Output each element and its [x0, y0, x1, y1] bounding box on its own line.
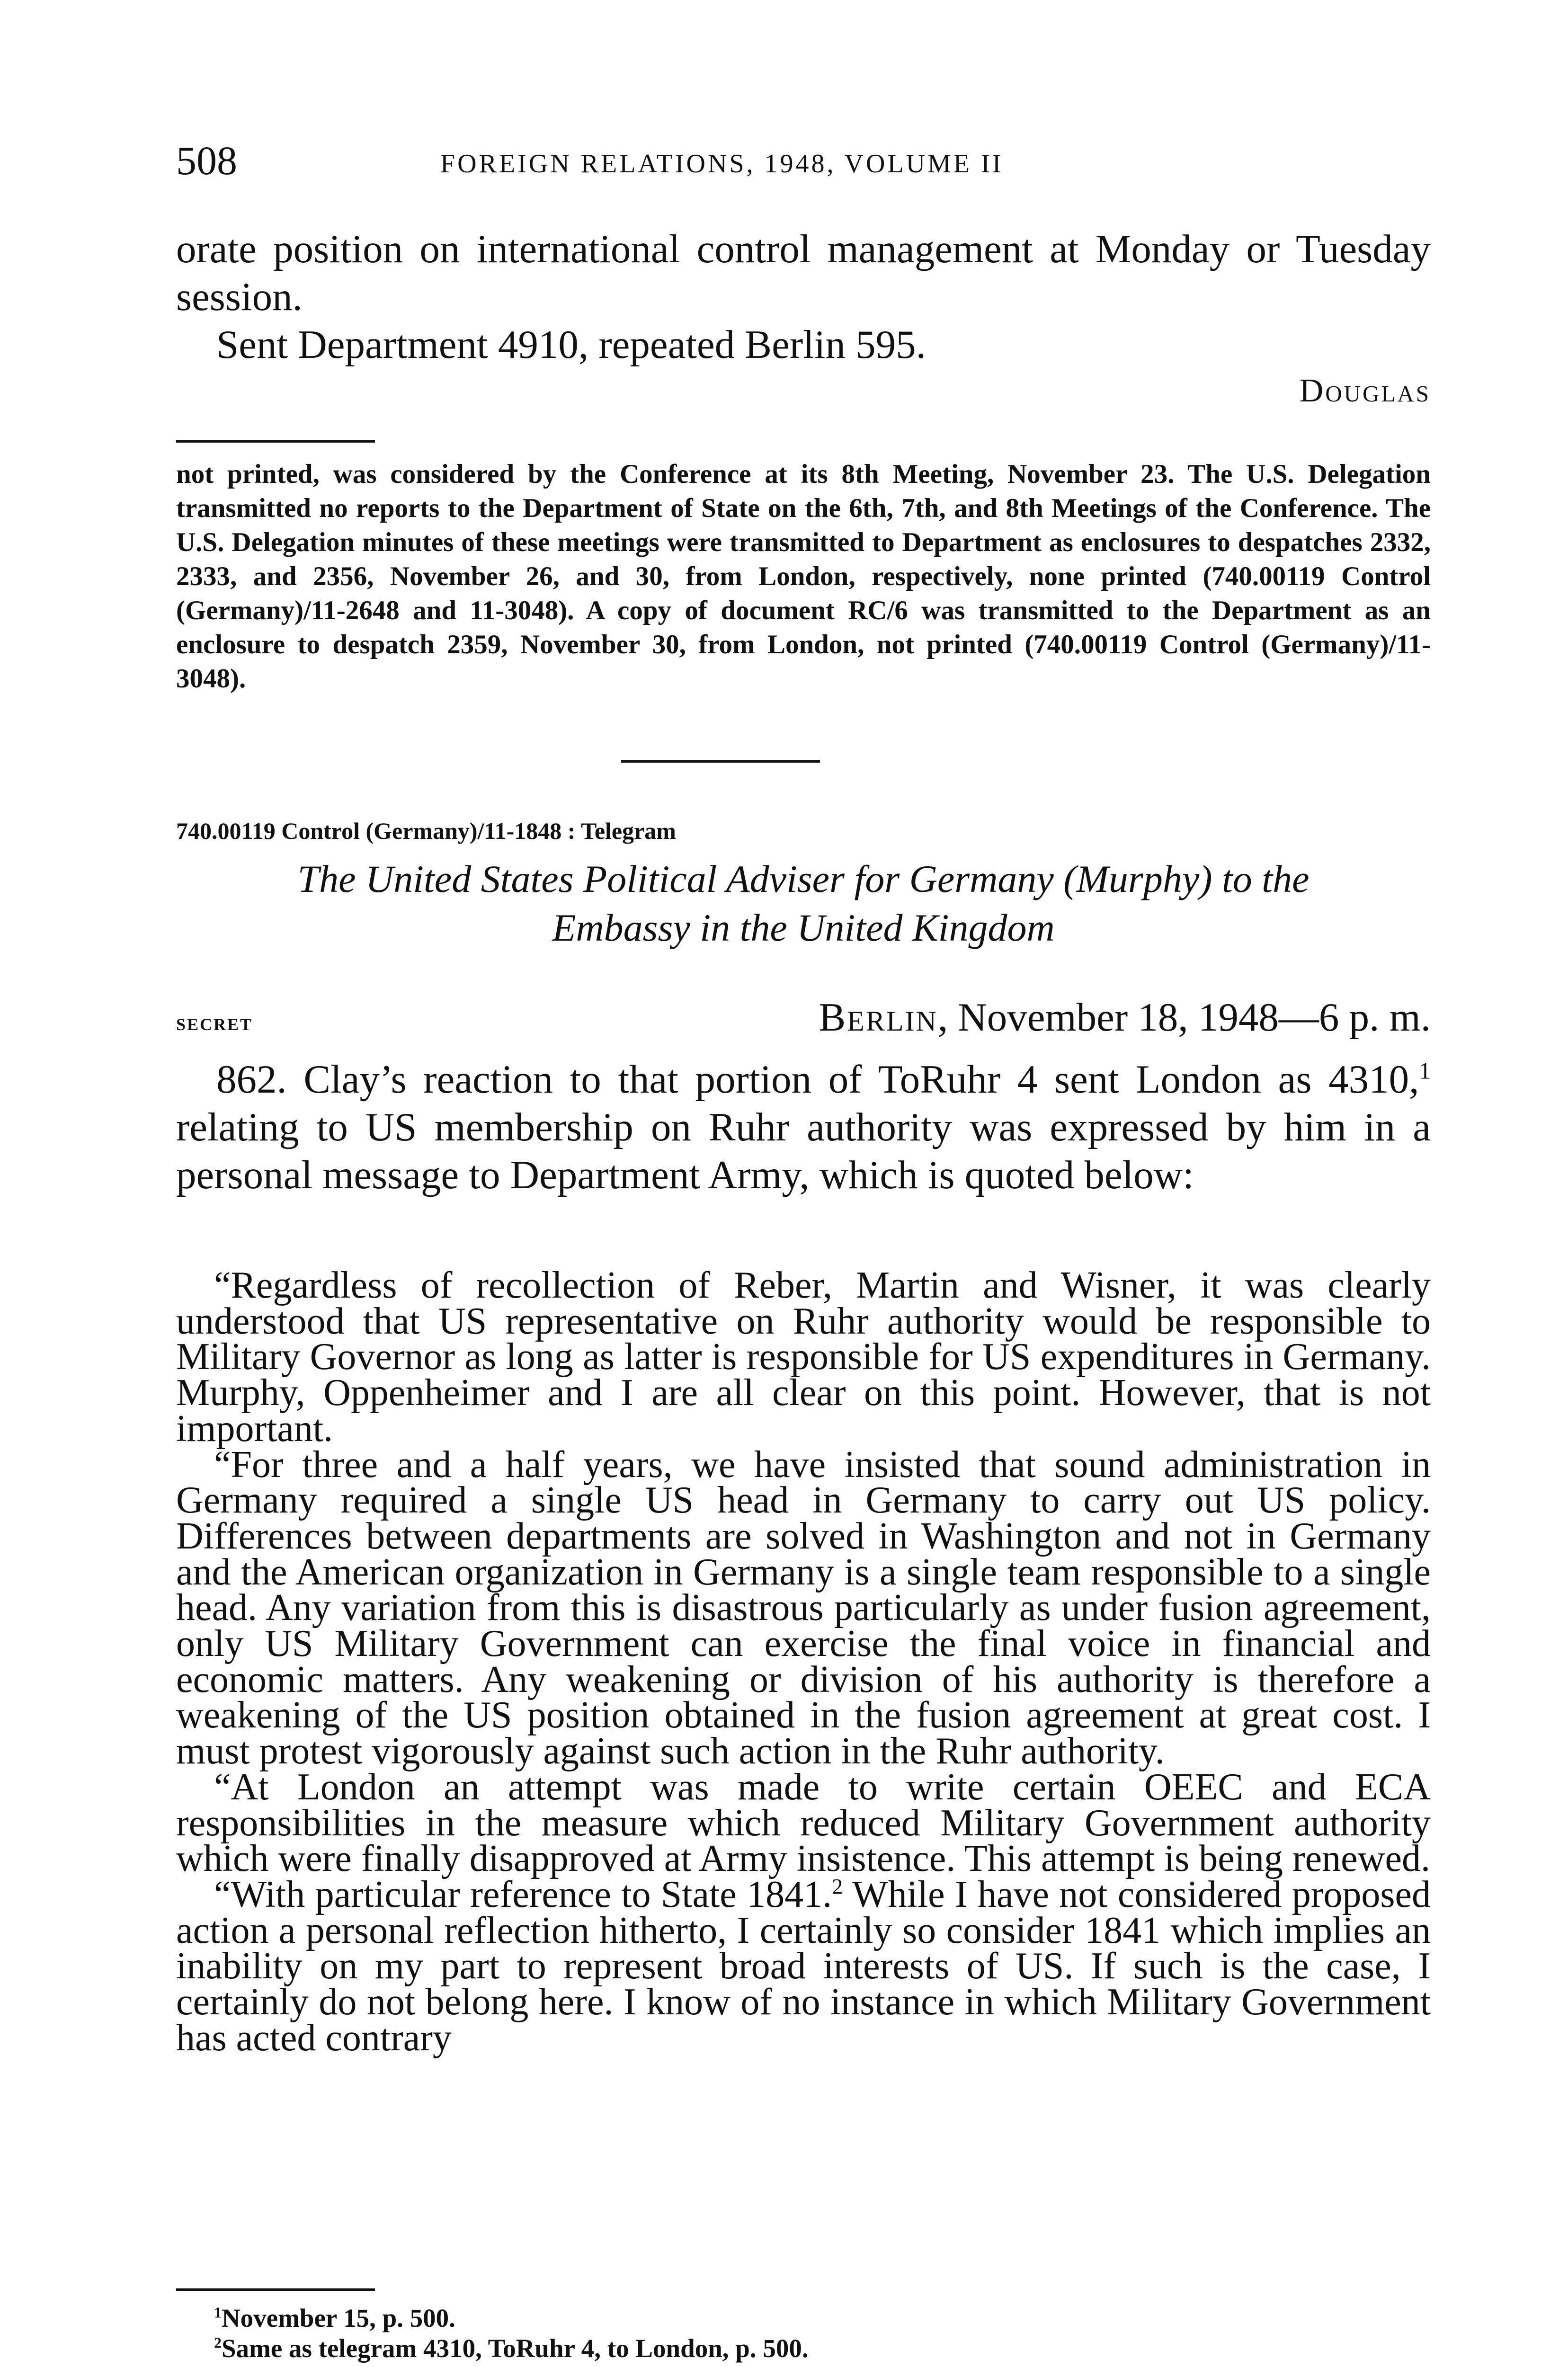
quote-paragraph-1: “Regardless of recollection of Reber, Martin and Wisner, it was clearly understood that US representative on Ruhr authority would be responsible to Military Governor as long as latter is responsible for US expenditures in Germany. Murphy, Oppenheimer and I are all clear on this point. However, that is not important.: [176, 1264, 1431, 1450]
intro-text-b: relating to US membership on Ruhr authority was expressed by him in a personal message to Department Army, which is quoted below:: [176, 1105, 1431, 1197]
title-line-2: Embassy in the United Kingdom: [552, 906, 1055, 949]
footnote-1-mark: 1: [214, 2304, 222, 2321]
footnote-1-text: November 15, p. 500.: [221, 2304, 455, 2332]
running-head: FOREIGN RELATIONS, 1948, VOLUME II: [440, 149, 1004, 178]
quote-paragraph-3: “At London an attempt was made to write certain OEEC and ECA responsibilities in the measure which reduced Military Government authority which were finally disapproved at Army insistence. This attempt is being renewed.: [176, 1766, 1431, 1880]
quote-p4-text-b: While I have not considered proposed action a personal reflection hitherto, I certainly so consider 1841 which implies an inability on my part to represent broad interests of US. If such is the case, I certainly do not belong here. I know of no instance in which Military Government has acted contrary: [176, 1873, 1431, 2059]
continuation-paragraph: [176, 225, 1431, 369]
footnote-rule-bottom: [176, 2288, 375, 2291]
intro-paragraph: [176, 1056, 1431, 1199]
file-reference: 740.00119 Control (Germany)/11-1848 : Telegram: [176, 818, 676, 844]
footnote-2-text: Same as telegram 4310, ToRuhr 4, to London, p. 500.: [221, 2334, 809, 2363]
previous-footnote-text: not printed, was considered by the Conference at its 8th Meeting, November 23. The U.S. Delegation transmitted no reports to the Department of State on the 6th, 7th, and 8th Meetings of the Conference. The U.S. Delegation minutes of these meetings were transmitted to Department as enclosures to despatches 2332, 2333, and 2356, November 26, and 30, from London, respectively, none printed (740.00119 Control (Germany)/11-2648 and 11-3048). A copy of document RC/6 was transmitted to the Department as an enclosure to despatch 2359, November 30, from London, not printed (740.00119 Control (Germany)/11-3048).: [176, 459, 1431, 694]
quote-paragraph-2: “For three and a half years, we have insisted that sound administration in Germany required a single US head in Germany to carry out US policy. Differences between departments are solved in Washington and not in Germany and the American organization in Germany is a single team responsible to a single head. Any variation from this is disastrous particularly as under fusion agreement, only US Military Government can exercise the final voice in financial and economic matters. Any weakening or division of his authority is therefore a weakening of the US position obtained in the fusion agreement at great cost. I must protest vigorously against such action in the Ruhr authority.: [176, 1443, 1431, 1772]
previous-footnote: [176, 457, 1431, 696]
quote-p4-text-a: “With particular reference to State 1841.: [214, 1873, 832, 1915]
footnote-2: [214, 2333, 1431, 2364]
footnote-2-mark: 2: [214, 2334, 222, 2351]
quoted-message: [176, 1264, 1431, 2059]
footnote-1: [214, 2303, 1431, 2333]
footnote-rule: [176, 440, 375, 443]
intro-text-a: 862. Clay’s reaction to that portion of ToRuhr 4 sent London as 4310,: [216, 1057, 1419, 1102]
footnotes: [176, 2303, 1431, 2364]
title-line-1: The United States Political Adviser for Germany (Murphy) to the: [297, 857, 1310, 900]
quote-paragraph-4: [176, 1873, 1431, 2059]
footnote-mark-2: 2: [832, 1875, 843, 1899]
signature: Douglas: [1299, 373, 1431, 409]
page-number: 508: [176, 138, 237, 183]
footnote-mark-1: 1: [1419, 1058, 1431, 1084]
dateline-place: Berlin: [819, 995, 938, 1040]
classification: secret: [176, 1009, 253, 1036]
dateline-date: , November 18, 1948—6 p. m.: [937, 995, 1431, 1040]
section-divider: [621, 760, 820, 763]
continuation-text: orate position on international control management at Monday or Tuesday session.: [176, 227, 1431, 319]
document-title: [176, 854, 1431, 952]
sent-line: Sent Department 4910, repeated Berlin 595.: [216, 322, 926, 367]
dateline: [819, 994, 1431, 1041]
telegram-intro: [176, 1056, 1431, 1199]
